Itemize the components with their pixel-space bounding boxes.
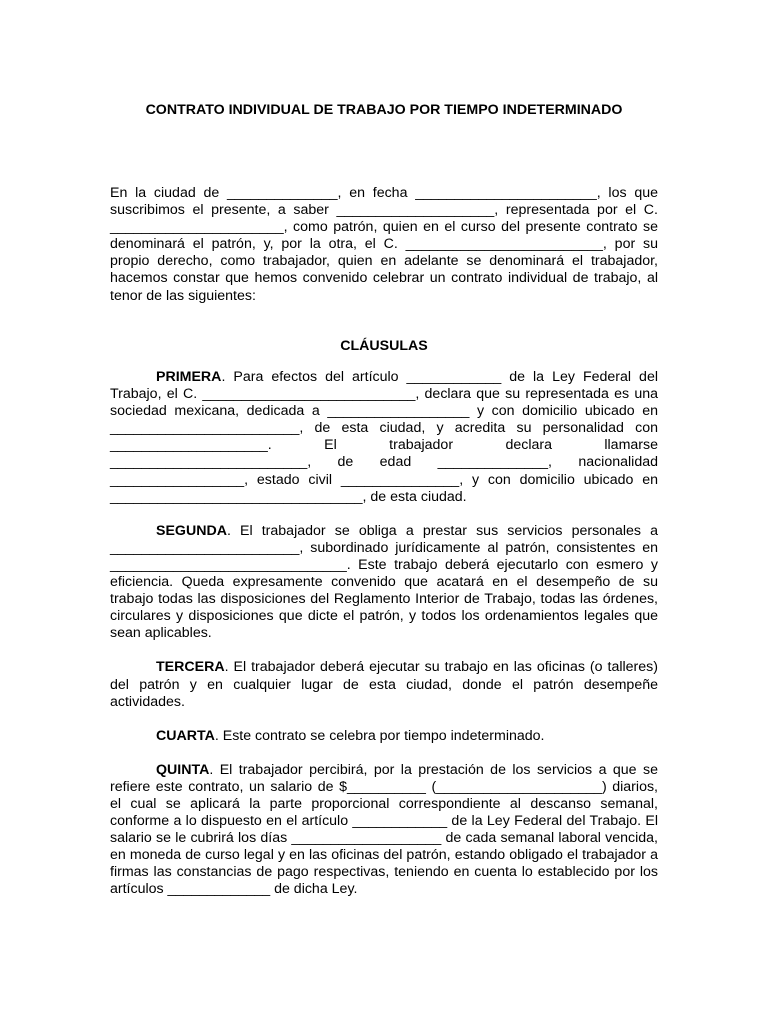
clauses-list — [110, 369, 658, 916]
clause-text: . El trabajador deberá ejecutar su trabajo en las oficinas (o talleres) del patrón y en cualquier lugar de esta ciudad, donde el patrón desempeñe actividades. — [110, 659, 658, 710]
clause-text: . Para efectos del artículo ____________ de la Ley Federal del Trabajo, el C. ___________________________, declara que su representada es una sociedad mexicana, dedicada a __________________ y con domicilio ubicado en ________________________, de esta ciudad, y acredita su personalidad con ____________________. El trabajador declara llamarse _________________________, de edad ______________, nacionalidad _________________, estado civil _______________, y con domicilio ubicado en ________________________________, de esta ciudad. — [110, 369, 658, 505]
clause-cuarta — [110, 728, 658, 745]
clause-label: TERCERA — [156, 659, 225, 676]
document-title: CONTRATO INDIVIDUAL DE TRABAJO POR TIEMPO INDETERMINADO — [145, 102, 623, 118]
clause-label: SEGUNDA — [156, 522, 227, 539]
clause-text: . Este contrato se celebra por tiempo indeterminado. — [214, 727, 545, 744]
clause-segunda — [110, 523, 658, 643]
clause-tercera — [110, 659, 658, 710]
clause-label: CUARTA — [156, 727, 215, 744]
clause-label: QUINTA — [156, 761, 210, 778]
clauses-heading: CLÁUSULAS — [340, 338, 428, 354]
clause-text: . El trabajador percibirá, por la prestación de los servicios a que se refiere este contrato, un salario de $__________ (_____________________) diarios, el cual se aplicará la parte proporcional correspondiente al descanso semanal, conforme a lo dispuesto en el artículo ____________ de la Ley Federal del Trabajo. El salario se le cubrirá los días ___________________ de cada semanal laboral vencida, en moneda de curso legal y en las oficinas del patrón, estando obligado el trabajador a firmas las constancias de pago respectivas, teniendo en cuenta lo establecido por los artículos _____________ de dicha Ley. — [110, 761, 658, 898]
clause-quinta — [110, 762, 658, 899]
clause-text: . El trabajador se obliga a prestar sus servicios personales a ________________________, subordinado jurídicamente al patrón, consistentes en ______________________________. Este trabajo deberá ejecutarlo con esmero y eficiencia. Queda expresamente convenido que acatará en el desempeño de su trabajo todas las disposiciones del Reglamento Interior de Trabajo, todas las órdenes, circulares y disposiciones que dicte el patrón, y todos los ordenamientos legales que sean aplicables. — [110, 522, 658, 642]
clause-label: PRIMERA — [156, 369, 222, 385]
clause-primera — [110, 369, 658, 506]
intro-paragraph: En la ciudad de ______________, en fecha _______________________, los que suscribimos el presente, a saber ____________________, representada por el C. ______________________, como patrón, quien en el curso del presente contrato se denominará el patrón, y, por la otra, el C. _________________________, por su propio derecho, como trabajador, quien en adelante se denominará el trabajador, hacemos constar que hemos convenido celebrar un contrato individual de trabajo, al tenor de las siguientes: — [110, 185, 658, 304]
